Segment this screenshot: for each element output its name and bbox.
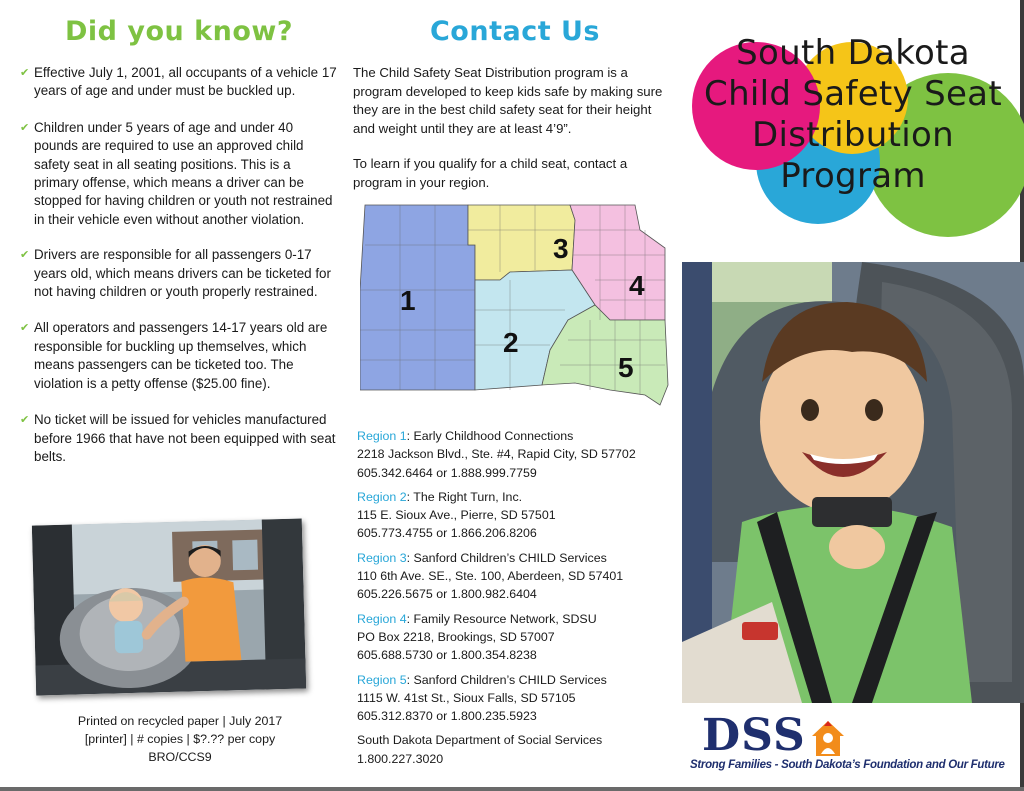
region-name: Region 3 xyxy=(357,550,407,565)
dss-logo-text: DSS xyxy=(702,710,806,761)
south-dakota-regions-map xyxy=(360,200,672,425)
child-in-car-seat-photo xyxy=(682,262,1024,703)
region-name: Region 5 xyxy=(357,672,407,687)
map-region-1 xyxy=(360,205,475,390)
map-label-region-4: 4 xyxy=(629,270,645,301)
region-contact xyxy=(357,671,677,726)
department-name: South Dakota Department of Social Services xyxy=(357,733,603,748)
region-phone: 605.312.8370 or 1.800.235.5923 xyxy=(357,709,537,724)
region-org: : Sanford Children’s CHILD Services xyxy=(406,550,607,565)
parent-buckling-child-photo xyxy=(32,518,306,695)
region-contact xyxy=(357,549,677,604)
region-phone: 605.226.5675 or 1.800.982.6404 xyxy=(357,587,537,602)
intro-paragraph: To learn if you qualify for a child seat, contact a program in your region. xyxy=(353,156,628,190)
region-address: 1115 W. 41st St., Sioux Falls, SD 57105 xyxy=(357,690,576,705)
region-org: : Early Childhood Connections xyxy=(406,429,574,443)
region-contact xyxy=(357,488,677,543)
fact-item: ✔ Children under 5 years of age and under 40 pounds are required to use an approved child safety seat in all seating positions. This is a primary offense, which means a driver can be stopped for having children or youth not restrained in their vehicle even without another violation. xyxy=(20,119,333,227)
contact-us-heading: Contact Us xyxy=(429,16,601,47)
region-phone: 605.688.5730 or 1.800.354.8238 xyxy=(357,648,537,663)
region-contact xyxy=(357,427,677,482)
intro-paragraph: The Child Safety Seat Distribution program is a program developed to keep kids safe by making sure they are in the best child safety seat for their height and weight until they are at least 4’9”. xyxy=(353,65,663,136)
map-label-region-1: 1 xyxy=(400,285,416,316)
region-org: : Sanford Children’s CHILD Services xyxy=(406,672,607,687)
region-name: Region 4 xyxy=(357,611,407,626)
region-address: PO Box 2218, Brookings, SD 57007 xyxy=(357,629,555,644)
print-info: Printed on recycled paper | July 2017 [printer] | # copies | $?.?? per copy BRO/CCS9 xyxy=(77,714,283,764)
map-label-region-3: 3 xyxy=(553,233,569,264)
title-line: South Dakota xyxy=(736,33,970,73)
region-address: 2218 Jackson Blvd., Ste. #4, Rapid City, SD 57702 xyxy=(357,447,636,462)
title-line: Program xyxy=(780,156,926,196)
dss-logo xyxy=(690,712,1020,778)
region-address: 110 6th Ave. SE., Ste. 100, Aberdeen, SD 57401 xyxy=(357,569,624,584)
department-phone: 1.800.227.3020 xyxy=(357,751,444,766)
region-phone: 605.342.6464 or 1.888.999.7759 xyxy=(357,465,537,480)
department-contact xyxy=(357,731,677,768)
region-name: Region 2 xyxy=(357,489,407,504)
checkmark-icon: ✔ xyxy=(20,67,30,79)
family-house-icon xyxy=(810,718,846,758)
region-phone: 605.773.4755 or 1.866.206.8206 xyxy=(357,526,537,541)
region-address: 115 E. Sioux Ave., Pierre, SD 57501 xyxy=(357,508,556,523)
dss-tagline: Strong Families - South Dakota’s Foundation and Our Future xyxy=(690,759,1005,771)
fact-item: ✔ Effective July 1, 2001, all occupants of a vehicle 17 years of age and under must be buckled up. xyxy=(20,65,337,99)
brochure-title xyxy=(690,33,1016,197)
page-edge-bottom xyxy=(0,787,1024,791)
region-contact xyxy=(357,610,677,665)
region-org: : The Right Turn, Inc. xyxy=(406,489,523,504)
checkmark-icon: ✔ xyxy=(20,322,30,335)
fact-item: ✔ No ticket will be issued for vehicles manufactured before 1966 that have not been equipped with seat belts. xyxy=(20,412,336,464)
did-you-know-heading: Did you know? xyxy=(65,16,293,47)
program-intro xyxy=(353,64,665,210)
facts-list xyxy=(18,64,338,466)
fact-item: ✔ Drivers are responsible for all passengers 0-17 years old, which means drivers can be ticketed for not having children or youth properly restrained. xyxy=(20,247,331,300)
map-label-region-5: 5 xyxy=(618,352,634,383)
map-label-region-2: 2 xyxy=(503,327,519,358)
fact-item: ✔ All operators and passengers 14-17 years old are responsible for buckling up themselves, which means passengers can be ticketed too. The violation is a petty offense ($25.00 fine). xyxy=(20,320,328,391)
region-org: : Family Resource Network, SDSU xyxy=(406,611,597,626)
region-contacts xyxy=(357,427,677,768)
region-name: Region 1 xyxy=(357,429,407,443)
checkmark-icon: ✔ xyxy=(20,249,30,262)
checkmark-icon: ✔ xyxy=(20,121,30,134)
checkmark-icon: ✔ xyxy=(20,414,30,427)
title-line: Distribution xyxy=(752,115,954,155)
title-line: Child Safety Seat xyxy=(704,74,1002,114)
